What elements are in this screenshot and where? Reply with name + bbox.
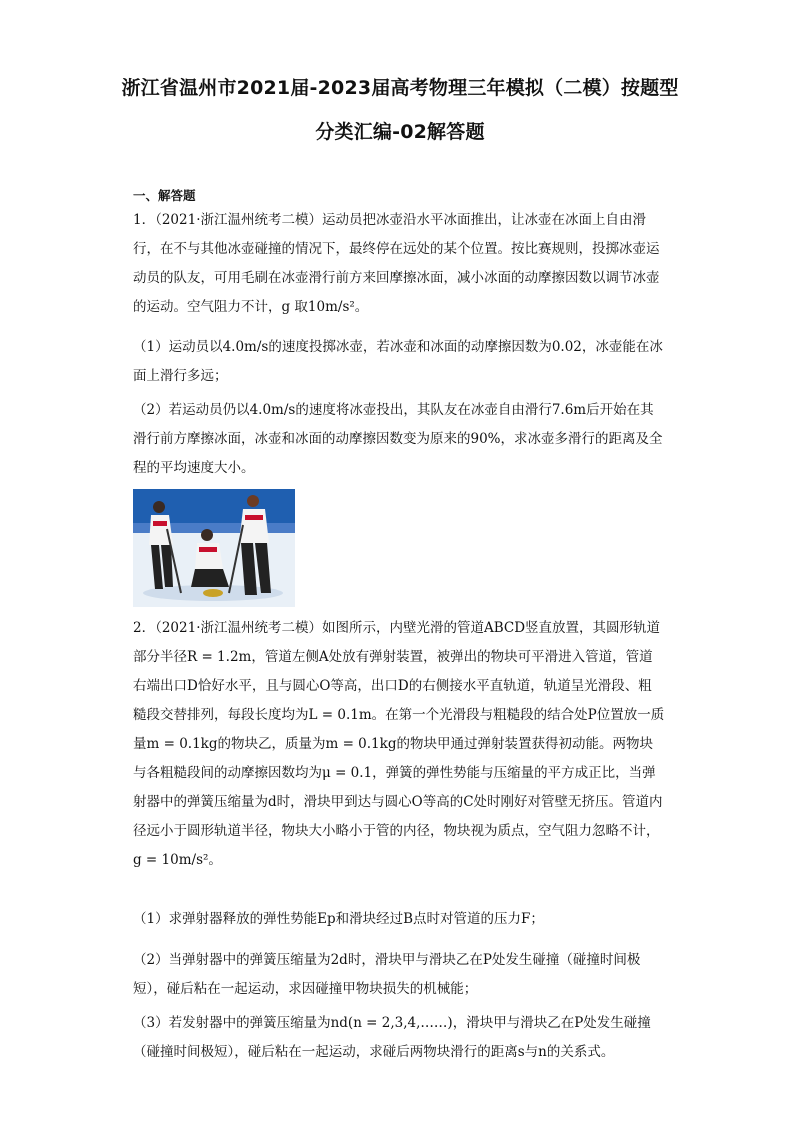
problem-2-stem: 2．（2021·浙江温州统考二模）如图所示，内壁光滑的管道ABCD竖直放置，其圆形轨道部分半径R = 1.2m，管道左侧A处放有弹射装置，被弹出的物块可平滑进入管道，管道右端出口D恰好水平，且与圆心O等高，出口D的右侧接水平直轨道，轨道呈光滑段、粗糙段交替排列，每段长度均为L = 0.1m。在第一个光滑段与粗糙段的结合处P位置放一质量m = 0.1kg的物块乙，质量为m = 0.1kg的物块甲通过弹射装置获得初动能。两物块与各粗糙段间的动摩擦因数均为μ = 0.1，弹簧的弹性势能与压缩量的平方成正比，当弹射器中的弹簧压缩量为d时，滑块甲到达与圆心O等高的C处时刚好对管壁无挤压。管道内径远小于圆形轨道半径，物块大小略小于管的内径，物块视为质点，空气阻力忽略不计，g = 10m/s²。 xyxy=(133,620,665,868)
problem-1-part-1: （1）运动员以4.0m/s的速度投掷冰壶，若冰壶和冰面的动摩擦因数为0.02，冰壶能在冰面上滑行多远； xyxy=(133,339,663,384)
problem-1-part-2: （2）若运动员仍以4.0m/s的速度将冰壶投出，其队友在冰壶自由滑行7.6m后开始在其滑行前方摩擦冰面，冰壶和冰面的动摩擦因数变为原来的90%，求冰壶多滑行的距离及全程的平均速度大小。 xyxy=(133,402,663,476)
problem-2-part-1: （1）求弹射器释放的弹性势能Ep和滑块经过B点时对管道的压力F； xyxy=(133,911,544,927)
section-heading: 一、解答题 xyxy=(133,188,196,203)
curling-photo xyxy=(133,489,295,607)
curling-illustration xyxy=(133,489,295,607)
page-title: 浙江省温州市2021届-2023届高考物理三年模拟（二模）按题型分类汇编-02解答题 xyxy=(121,77,679,143)
problem-2-part-2: （2）当弹射器中的弹簧压缩量为2d时，滑块甲与滑块乙在P处发生碰撞（碰撞时间极短），碰后粘在一起运动，求因碰撞甲物块损失的机械能； xyxy=(133,952,641,997)
problem-1-stem: 1．（2021·浙江温州统考二模）运动员把冰壶沿水平冰面推出，让冰壶在冰面上自由滑行，在不与其他冰壶碰撞的情况下，最终停在远处的某个位置。按比赛规则，投掷冰壶运动员的队友，可用毛刷在冰壶滑行前方来回摩擦冰面，减小冰面的动摩擦因数以调节冰壶的运动。空气阻力不计，g 取10m/s²。 xyxy=(133,212,660,315)
problem-2-part-3: （3）若发射器中的弹簧压缩量为nd(n = 2,3,4,……)，滑块甲与滑块乙在P处发生碰撞（碰撞时间极短），碰后粘在一起运动，求碰后两物块滑行的距离s与n的关系式。 xyxy=(133,1015,651,1060)
